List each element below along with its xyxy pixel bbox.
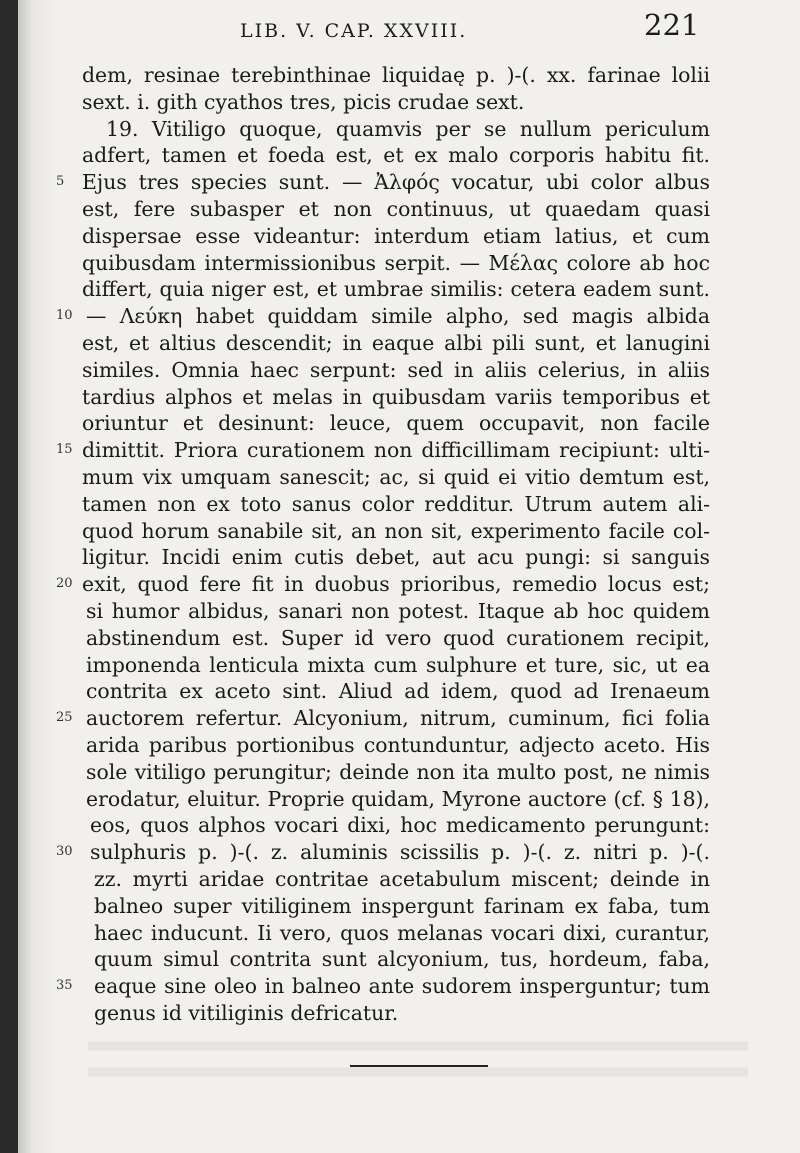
line-text: dem, resinae terebinthinae liquidaę p. )-(. xx. farinae lolii [82,63,710,87]
line-text: eos, quos alphos vocari dixi, hoc medicamento perungunt: [90,813,710,838]
text-line [60,518,710,545]
line-text: oriuntur et desinunt: leuce, quem occupavit, non facile [82,411,710,436]
line-text: similes. Omnia haec serpunt: sed in aliis celerius, in aliis [82,357,710,382]
text-line [60,678,710,705]
text-line [60,786,710,813]
line-text: sole vitiligo perungitur; deinde non ita multo post, ne nimis [86,759,710,784]
line-number: 5 [56,174,65,190]
text-line [60,491,710,518]
text-line [56,839,710,866]
text-line [60,732,710,759]
text-line [60,893,710,920]
text-line [60,330,710,357]
text-line [60,89,530,116]
text-line [60,464,710,491]
text-line [60,1000,416,1027]
text-line [60,946,710,973]
line-number: 15 [56,442,73,458]
line-number: 35 [56,978,73,994]
text-line [60,652,710,679]
show-through-text [88,1032,748,1092]
text-block [56,62,710,1027]
line-text: arida paribus portionibus contunduntur, adjecto aceto. His [86,732,710,757]
text-line [60,384,710,411]
footer-rule [350,1065,488,1067]
text-line [56,705,710,732]
line-text: est, fere subasper et non continuus, ut quaedam quasi [82,196,710,221]
line-text: quum simul contrita sunt alcyonium, tus, hordeum, faba, [94,947,710,972]
text-line [60,223,710,250]
text-line [60,196,710,223]
line-text: 19. Vitiligo quoque, quamvis per se nullum periculum [106,116,710,141]
line-text: zz. myrti aridae contritae acetabulum miscent; deinde in [94,866,710,891]
line-text: Ejus tres species sunt. — Ἀλφός vocatur, ubi color albus [82,170,710,195]
book-page [18,0,800,1153]
line-text: sext. i. gith cyathos tres, picis crudae sext. [82,89,525,114]
text-line [60,598,710,625]
text-line [56,571,710,598]
text-line [60,625,710,652]
text-line [60,410,710,437]
line-text: haec inducunt. Ii vero, quos melanas vocari dixi, curantur, [94,920,710,945]
text-line [56,169,710,196]
text-line [56,437,710,464]
line-text: est, et altius descendit; in eaque albi pili sunt, et lanugini [82,330,710,355]
line-text: dispersae esse videantur: interdum etiam latius, et cum [82,223,710,248]
text-line [60,920,710,947]
line-number: 25 [56,710,73,726]
line-text: quod horum sanabile sit, an non sit, experimento facile col- [82,518,710,543]
text-line [60,276,710,303]
line-number: 10 [56,308,73,324]
text-line [60,759,710,786]
running-head-title: LIB. V. CAP. XXVIII. [240,20,468,42]
line-text: eaque sine oleo in balneo ante sudorem insperguntur; tum [94,974,710,999]
page-number: 221 [644,8,700,42]
line-text: auctorem refertur. Alcyonium, nitrum, cuminum, fici folia [86,706,710,731]
text-line [60,62,710,89]
line-text: si humor albidus, sanari non potest. Itaque ab hoc quidem [86,598,710,623]
text-line [60,116,710,143]
text-line [60,812,710,839]
line-text: genus id vitiliginis defricatur. [94,1000,399,1025]
line-text: sulphuris p. )-(. z. aluminis scissilis p. )-(. z. nitri p. )-(. [90,840,710,865]
line-text: differt, quia niger est, et umbrae similis: cetera eadem sunt. [82,277,710,302]
line-number: 20 [56,576,73,592]
line-text: imponenda lenticula mixta cum sulphure et ture, sic, ut ea [86,652,710,677]
line-text: tamen non ex toto sanus color redditur. Utrum autem ali- [82,491,710,516]
line-text: erodatur, eluitur. Proprie quidam, Myrone auctore (cf. § 18), [86,786,710,811]
running-head [18,8,800,42]
line-text: mum vix umquam sanescit; ac, si quid ei vitio demtum est, [82,464,710,489]
line-text: exit, quod fere fit in duobus prioribus, remedio locus est; [82,572,710,597]
text-line [56,303,710,330]
line-text: balneo super vitiliginem inspergunt farinam ex faba, tum [94,893,710,918]
line-text: tardius alphos et melas in quibusdam variis temporibus et [82,384,710,409]
text-line [60,544,710,571]
line-text: dimittit. Priora curationem non difficillimam recipiunt: ulti- [82,438,710,463]
line-text: — Λεύκη habet quiddam simile alpho, sed magis albida [86,304,710,329]
text-line [60,142,710,169]
text-line [60,250,710,277]
line-text: abstinendum est. Super id vero quod curationem recipit, [86,625,710,650]
text-line [60,357,710,384]
text-line [60,866,710,893]
line-text: ligitur. Incidi enim cutis debet, aut acu pungi: si sanguis [82,545,710,570]
line-text: contrita ex aceto sint. Aliud ad idem, quod ad Irenaeum [86,679,710,704]
line-text: adfert, tamen et foeda est, et ex malo corporis habitu fit. [82,143,710,168]
text-line [56,973,710,1000]
line-text: quibusdam intermissionibus serpit. — Μέλας colore ab hoc [82,250,710,275]
line-number: 30 [56,844,73,860]
